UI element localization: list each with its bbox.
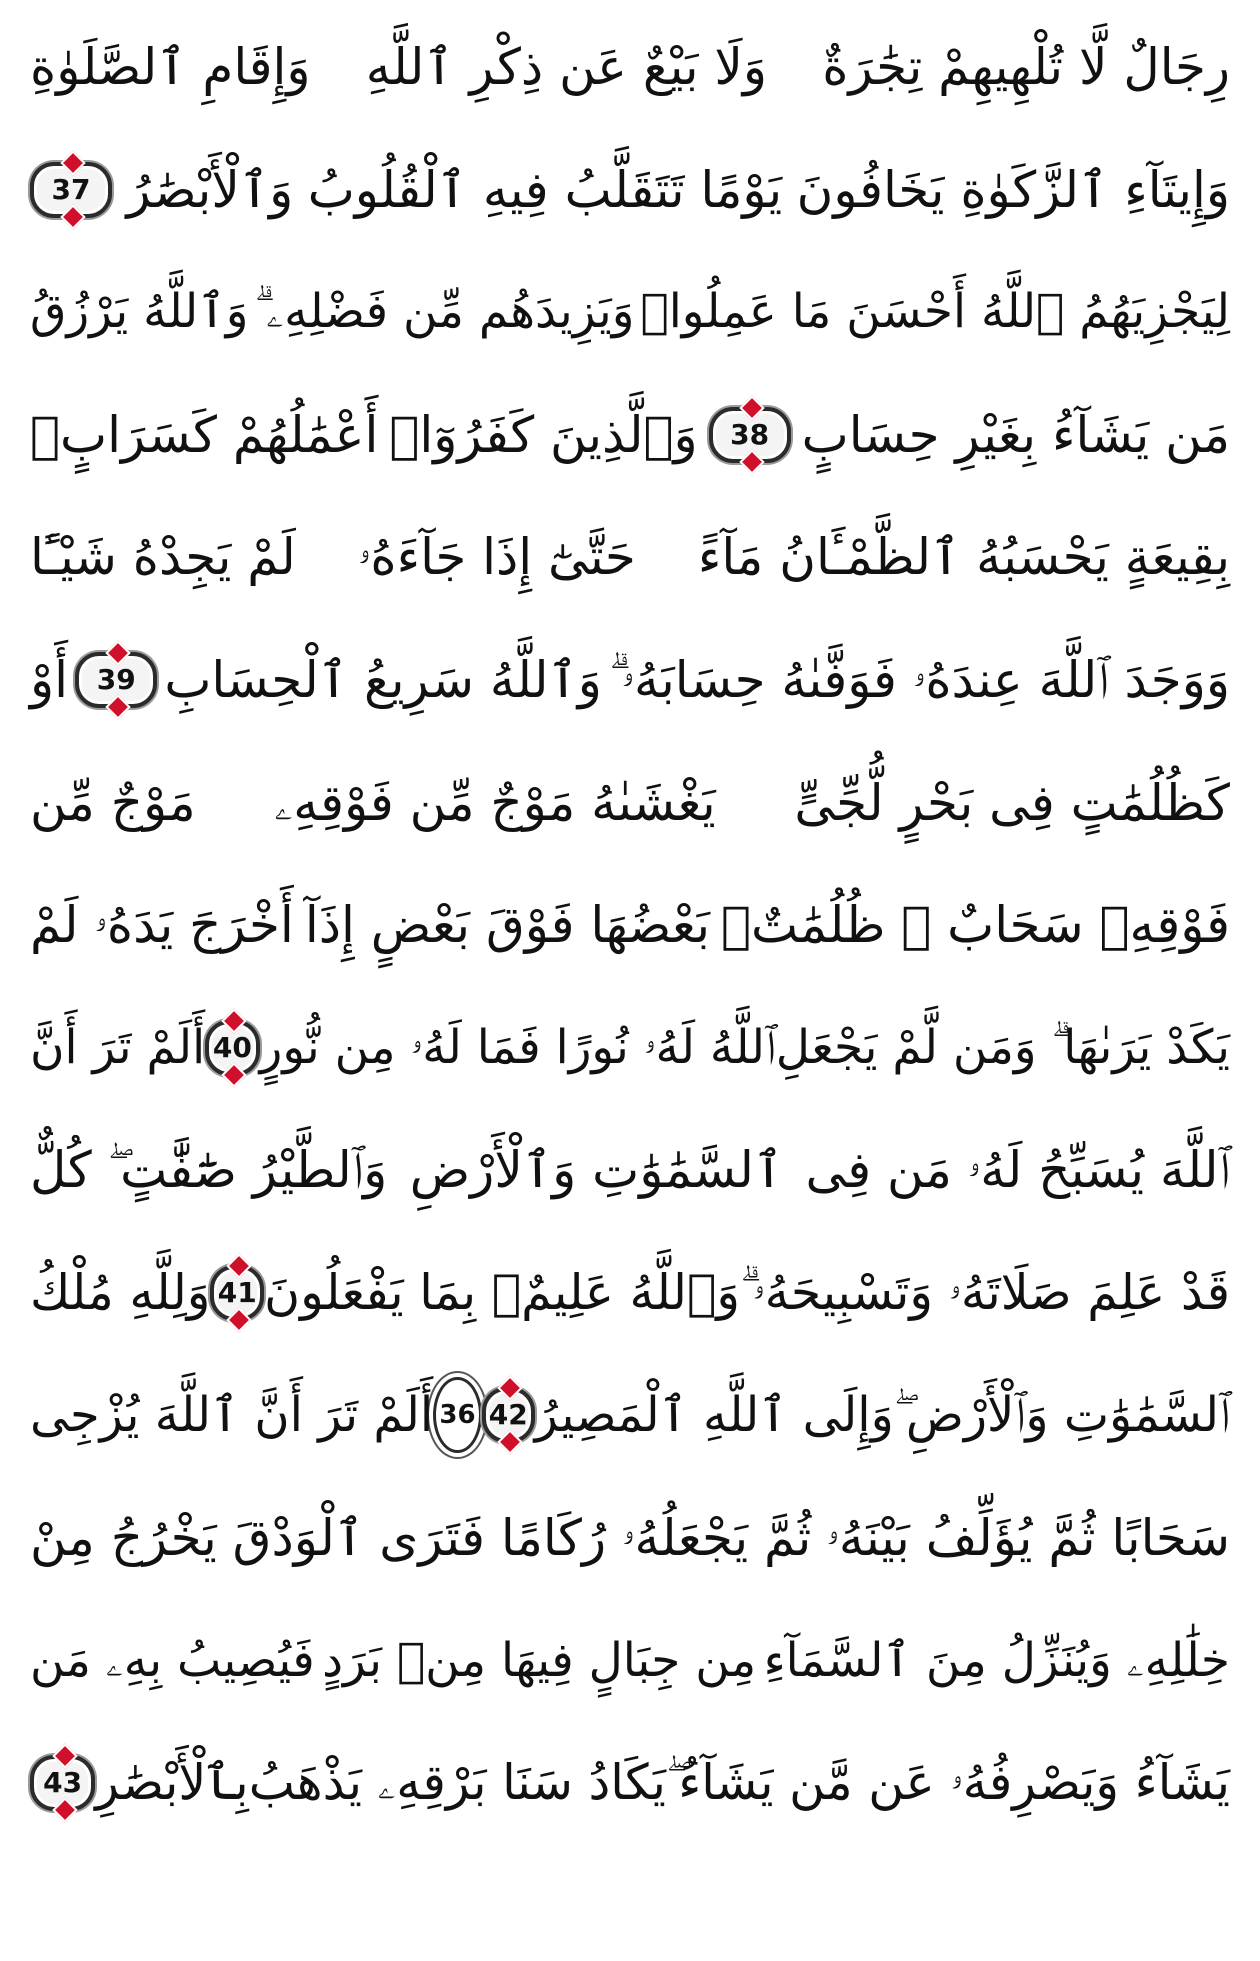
verse-text-segment: وَإِيتَآءِ ٱلزَّكَوٰةِ يَخَافُونَ: [796, 161, 1230, 219]
verse-text-segment: ٱللَّهُ لَهُۥ نُورًا فَمَا لَهُۥ مِن نُّورٍ: [259, 1020, 776, 1075]
verse-text-segment: كَظُلُمَٰتٍ فِى بَحْرٍ لُّجِّىٍّ: [794, 774, 1230, 832]
verse-text-segment: وَلَا بَيْعٌ عَن ذِكْرِ ٱللَّهِ: [365, 38, 768, 96]
ayah-number-marker: [482, 1387, 535, 1443]
verse-text-segment: خِلَٰلِهِۦ وَيُنَزِّلُ مِنَ ٱلسَّمَآءِ: [763, 1633, 1230, 1688]
verse-line: [30, 135, 1230, 245]
verse-text-segment: لَمْ يَجِدْهُ شَيْـًٔا: [30, 528, 296, 586]
verse-text-segment: مِن جِبَالٍ فِيهَا مِنۢ بَرَدٍ: [322, 1633, 757, 1688]
verse-text-segment: وَٱللَّهُ يَرْزُقُ: [30, 284, 249, 339]
ayah-number-marker: [30, 1755, 95, 1811]
verse-text-segment: أَخْرَجَ يَدَهُۥ لَمْ: [30, 896, 294, 954]
ayah-number: 40: [212, 1031, 252, 1064]
verse-text-segment: ثُمَّ يَجْعَلُهُۥ رُكَامًا فَتَرَى: [379, 1509, 812, 1567]
verse-text-segment: أَعْمَٰلُهُمْ كَسَرَابٍۭ: [30, 406, 379, 464]
verse-line: [30, 625, 1230, 735]
verse-text-segment: حَتَّىٰٓ إِذَا جَآءَهُۥ: [357, 528, 636, 586]
verse-text-segment: أَوْ: [30, 651, 69, 709]
verse-text-segment: لِيَجْزِيَهُمُ ٱللَّهُ أَحْسَنَ مَا عَمِلُوا۟: [640, 284, 1230, 339]
verse-text-segment: وَٱللَّهُ سَرِيعُ ٱلْحِسَابِ: [164, 651, 602, 709]
verse-text-segment: سَحَابًا ثُمَّ يُؤَلِّفُ بَيْنَهُۥ: [826, 1509, 1230, 1567]
verse-text-segment: ٱللَّهَ يُسَبِّحُ لَهُۥ مَن فِى: [805, 1141, 1230, 1199]
verse-text-segment: فَيُصِيبُ بِهِۦ مَن: [30, 1633, 315, 1688]
verse-text-segment: وَٱلطَّيْرُ صَٰٓفَّٰتٍ ۖ كُلٌّ: [30, 1141, 388, 1199]
verse-text-segment: وَلِلَّهِ مُلْكُ: [30, 1264, 211, 1321]
verse-text-segment: وَٱللَّهُ عَلِيمٌۢ بِمَا يَفْعَلُونَ: [264, 1264, 741, 1321]
verse-text-segment: وَإِلَى ٱللَّهِ ٱلْمَصِيرُ: [534, 1387, 894, 1443]
verse-text-segment: مَن يَشَآءُ بِغَيْرِ حِسَابٍ: [801, 406, 1230, 464]
verse-line: [30, 12, 1230, 122]
verse-text-segment: بِقِيعَةٍ يَحْسَبُهُ ٱلظَّمْـَٔانُ مَآءً: [697, 528, 1230, 586]
verse-text-segment: فَوْقِهِۦ سَحَابٌ ۚ ظُلُمَٰتٌۢ: [721, 896, 1230, 954]
verse-text-segment: ٱلسَّمَٰوَٰتِ وَٱلْأَرْضِ: [409, 1141, 784, 1199]
verse-text-segment: أَلَمْ تَرَ أَنَّ ٱللَّهَ يُزْجِى: [30, 1387, 434, 1443]
ayah-number-marker: [75, 652, 157, 708]
ayah-number: 42: [488, 1398, 528, 1431]
verse-text-segment: يَغْشَىٰهُ مَوْجٌ مِّن فَوْقِهِۦ: [274, 774, 716, 832]
ayah-number-marker: [205, 1020, 260, 1076]
verse-text-segment: وَوَجَدَ ٱللَّهَ عِندَهُۥ فَوَفَّىٰهُ حِسَابَهُۥ ۗ: [609, 651, 1230, 709]
verse-text-segment: ٱلْوَدْقَ يَخْرُجُ مِنْ: [30, 1509, 365, 1567]
verse-line: [30, 1606, 1230, 1716]
ayah-number: 37: [51, 173, 91, 206]
verse-text-segment: أَلَمْ تَرَ أَنَّ: [30, 1020, 206, 1075]
verse-line: [30, 1728, 1230, 1838]
ayah-number: 41: [217, 1276, 257, 1309]
verse-line: [30, 380, 1230, 490]
ayah-number: 38: [730, 418, 770, 451]
verse-line: [30, 1360, 1230, 1470]
ayah-number: 43: [43, 1766, 83, 1799]
verse-line: [30, 1483, 1230, 1593]
verse-text-segment: يَشَآءُ وَيَصْرِفُهُۥ عَن مَّن يَشَآءُ ۖ: [665, 1754, 1230, 1811]
verse-text-segment: بَعْضُهَا فَوْقَ بَعْضٍ إِذَآ: [304, 896, 711, 954]
ayah-number-marker: [210, 1265, 264, 1321]
verse-text-segment: وَإِقَامِ ٱلصَّلَوٰةِ: [30, 38, 311, 96]
verse-text-segment: يَكَدْ يَرَىٰهَا ۗ وَمَن لَّمْ يَجْعَلِ: [775, 1020, 1230, 1075]
verse-line: [30, 1115, 1230, 1225]
ayah-number-marker: [709, 407, 791, 463]
verse-text-segment: بِٱلْأَبْصَٰرِ: [95, 1754, 249, 1811]
verse-text-segment: يَكَادُ سَنَا بَرْقِهِۦ يَذْهَبُ: [248, 1754, 666, 1811]
verse-text-segment: قَدْ عَلِمَ صَلَاتَهُۥ وَتَسْبِيحَهُۥ ۗ: [740, 1264, 1230, 1321]
verse-line: [30, 257, 1230, 367]
hizb-number: 36: [439, 1400, 476, 1430]
verse-text-segment: رِجَالٌ لَّا تُلْهِيهِمْ تِجَٰرَةٌ: [822, 38, 1230, 96]
ayah-number: 39: [96, 663, 136, 696]
verse-text-segment: وَٱلَّذِينَ كَفَرُوٓا۟: [389, 406, 698, 464]
verse-line: [30, 502, 1230, 612]
verse-text-segment: يَوْمًا تَتَقَلَّبُ فِيهِ ٱلْقُلُوبُ: [307, 161, 783, 219]
verse-text-segment: وَيَزِيدَهُم مِّن فَضْلِهِۦ ۗ: [254, 284, 635, 339]
verse-line: [30, 748, 1230, 858]
ayah-number-marker: [30, 162, 112, 218]
verse-text-segment: وَٱلْأَبْصَٰرُ: [126, 161, 294, 219]
verse-line: [30, 870, 1230, 980]
verse-line: [30, 993, 1230, 1103]
verse-text-segment: ٱلسَّمَٰوَٰتِ وَٱلْأَرْضِ ۖ: [893, 1387, 1230, 1443]
verse-text-segment: مَوْجٌ مِّن: [30, 774, 196, 832]
verse-line: [30, 1238, 1230, 1348]
hizb-marker: [433, 1377, 481, 1453]
